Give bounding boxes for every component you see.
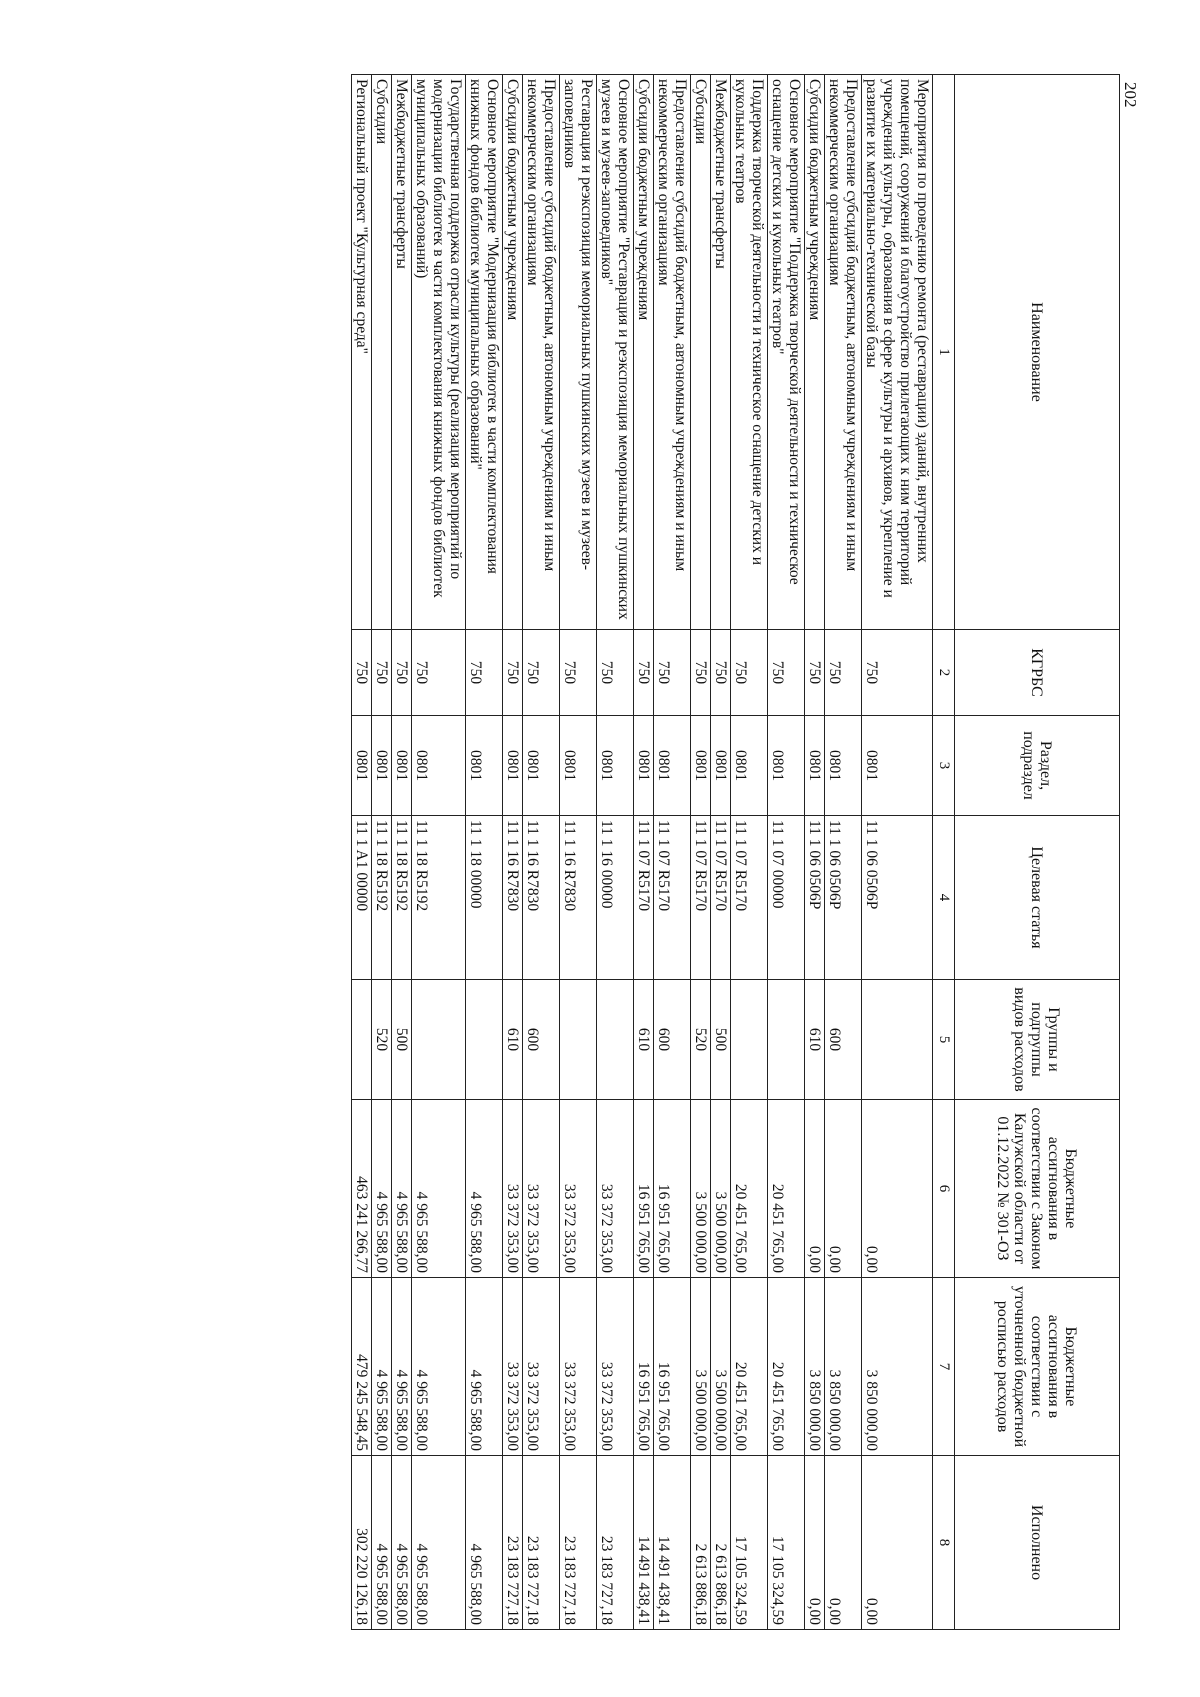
- row-group: [560, 980, 597, 1100]
- row-kgrbs: 750: [768, 630, 805, 716]
- row-target: 11 1 06 0506Р: [825, 816, 862, 980]
- table-row: [862, 75, 933, 1630]
- header-target: Целевая статья: [955, 816, 1120, 980]
- row-section: 0801: [352, 716, 372, 816]
- row-executed-amount: 0,00: [862, 1456, 933, 1630]
- row-target: 11 1 07 R5170: [654, 816, 691, 980]
- header-name: Наименование: [955, 75, 1120, 630]
- row-target: 11 1 18 00000: [466, 816, 503, 980]
- row-section: 0801: [805, 716, 825, 816]
- row-law-amount: 33 372 353,00: [597, 1100, 634, 1278]
- row-budget-amount: 33 372 353,00: [523, 1278, 560, 1456]
- row-target: 11 1 16 R7830: [503, 816, 523, 980]
- row-executed-amount: 14 491 438,41: [634, 1456, 654, 1630]
- row-law-amount: 4 965 588,00: [392, 1100, 412, 1278]
- row-group: [731, 980, 768, 1100]
- row-budget-amount: 4 965 588,00: [412, 1278, 466, 1456]
- table-row: [691, 75, 711, 1630]
- header-number: 8: [933, 1456, 955, 1630]
- row-law-amount: 33 372 353,00: [523, 1100, 560, 1278]
- table-row: [711, 75, 731, 1630]
- table-row: [634, 75, 654, 1630]
- table-row: [731, 75, 768, 1630]
- row-law-amount: 20 451 765,00: [731, 1100, 768, 1278]
- row-kgrbs: 750: [805, 630, 825, 716]
- row-name: Реставрация и реэкспозиция мемориальных пушкинских музеев и музеев-заповедников: [560, 75, 597, 630]
- row-name: Региональный проект "Культурная среда": [352, 75, 372, 630]
- row-group: 520: [691, 980, 711, 1100]
- row-budget-amount: 4 965 588,00: [392, 1278, 412, 1456]
- row-budget-amount: 20 451 765,00: [768, 1278, 805, 1456]
- row-executed-amount: 23 183 727,18: [523, 1456, 560, 1630]
- row-name: Государственная поддержка отрасли культуры (реализация мероприятий по модернизации библиотек в части комплектования книжных фондов библиотек муниципальных образований): [412, 75, 466, 630]
- row-group: [768, 980, 805, 1100]
- row-target: 11 1 07 R5170: [731, 816, 768, 980]
- header-number: 1: [933, 75, 955, 630]
- header-number: 5: [933, 980, 955, 1100]
- table-row: [560, 75, 597, 1630]
- row-executed-amount: 302 220 126,18: [352, 1456, 372, 1630]
- row-budget-amount: 33 372 353,00: [503, 1278, 523, 1456]
- row-section: 0801: [503, 716, 523, 816]
- row-budget-amount: 16 951 765,00: [654, 1278, 691, 1456]
- row-section: 0801: [691, 716, 711, 816]
- row-executed-amount: 23 183 727,18: [597, 1456, 634, 1630]
- row-law-amount: 33 372 353,00: [503, 1100, 523, 1278]
- row-group: [466, 980, 503, 1100]
- row-target: 11 1 A1 00000: [352, 816, 372, 980]
- row-law-amount: 4 965 588,00: [412, 1100, 466, 1278]
- row-law-amount: 16 951 765,00: [654, 1100, 691, 1278]
- table-row: [654, 75, 691, 1630]
- row-executed-amount: 14 491 438,41: [654, 1456, 691, 1630]
- row-law-amount: 0,00: [862, 1100, 933, 1278]
- row-section: 0801: [731, 716, 768, 816]
- row-section: 0801: [825, 716, 862, 816]
- row-kgrbs: 750: [711, 630, 731, 716]
- row-law-amount: 4 965 588,00: [466, 1100, 503, 1278]
- row-name: Поддержка творческой деятельности и техническое оснащение детских и кукольных театров: [731, 75, 768, 630]
- row-executed-amount: 17 105 324,59: [768, 1456, 805, 1630]
- row-budget-amount: 33 372 353,00: [560, 1278, 597, 1456]
- row-executed-amount: 4 965 588,00: [412, 1456, 466, 1630]
- row-budget-amount: 4 965 588,00: [372, 1278, 392, 1456]
- row-kgrbs: 750: [597, 630, 634, 716]
- row-executed-amount: 23 183 727,18: [560, 1456, 597, 1630]
- row-name: Межбюджетные трансферты: [711, 75, 731, 630]
- row-group: 610: [805, 980, 825, 1100]
- table-row: [503, 75, 523, 1630]
- row-section: 0801: [466, 716, 503, 816]
- row-budget-amount: 3 500 000,00: [691, 1278, 711, 1456]
- row-kgrbs: 750: [372, 630, 392, 716]
- row-budget-amount: 3 850 000,00: [825, 1278, 862, 1456]
- row-section: 0801: [711, 716, 731, 816]
- row-law-amount: 0,00: [825, 1100, 862, 1278]
- row-budget-amount: 20 451 765,00: [731, 1278, 768, 1456]
- row-kgrbs: 750: [560, 630, 597, 716]
- row-law-amount: 0,00: [805, 1100, 825, 1278]
- row-kgrbs: 750: [731, 630, 768, 716]
- row-name: Предоставление субсидий бюджетным, автономным учреждениям и иным некоммерческим организациям: [523, 75, 560, 630]
- row-name: Предоставление субсидий бюджетным, автономным учреждениям и иным некоммерческим организациям: [654, 75, 691, 630]
- row-kgrbs: 750: [392, 630, 412, 716]
- header-law: Бюджетные ассигнования в соответствии с Законом Калужской области от 01.12.2022 № 301-ОЗ: [955, 1100, 1120, 1278]
- table-row: [466, 75, 503, 1630]
- row-target: 11 1 07 00000: [768, 816, 805, 980]
- row-section: 0801: [768, 716, 805, 816]
- row-kgrbs: 750: [503, 630, 523, 716]
- row-group: [412, 980, 466, 1100]
- row-executed-amount: 17 105 324,59: [731, 1456, 768, 1630]
- row-law-amount: 20 451 765,00: [768, 1100, 805, 1278]
- row-kgrbs: 750: [412, 630, 466, 716]
- row-section: 0801: [634, 716, 654, 816]
- row-kgrbs: 750: [654, 630, 691, 716]
- header-kgrbs: КГРБС: [955, 630, 1120, 716]
- row-section: 0801: [560, 716, 597, 816]
- header-row: [955, 75, 1120, 1630]
- row-group: 600: [654, 980, 691, 1100]
- row-target: 11 1 07 R5170: [711, 816, 731, 980]
- row-target: 11 1 07 R5170: [691, 816, 711, 980]
- header-number: 7: [933, 1278, 955, 1456]
- row-section: 0801: [597, 716, 634, 816]
- row-section: 0801: [654, 716, 691, 816]
- row-target: 11 1 07 R5170: [634, 816, 654, 980]
- row-law-amount: 3 500 000,00: [691, 1100, 711, 1278]
- row-name: Субсидии бюджетным учреждениям: [805, 75, 825, 630]
- row-executed-amount: 0,00: [805, 1456, 825, 1630]
- row-group: 520: [372, 980, 392, 1100]
- row-budget-amount: 3 850 000,00: [805, 1278, 825, 1456]
- row-target: 11 1 16 R7830: [523, 816, 560, 980]
- table-row: [805, 75, 825, 1630]
- row-group: 610: [503, 980, 523, 1100]
- row-name: Субсидии бюджетным учреждениям: [634, 75, 654, 630]
- row-budget-amount: 3 500 000,00: [711, 1278, 731, 1456]
- row-budget-amount: 16 951 765,00: [634, 1278, 654, 1456]
- row-target: 11 1 16 R7830: [560, 816, 597, 980]
- row-name: Мероприятия по проведению ремонта (реставрации) зданий, внутренних помещений, сооружений и благоустройство прилегающих к ним территорий учреждений культуры, образования в сфере культуры и архивов, укрепление и развитие их материально-технической базы: [862, 75, 933, 630]
- row-kgrbs: 750: [862, 630, 933, 716]
- table-body: [352, 75, 933, 1630]
- table-row: [392, 75, 412, 1630]
- row-budget-amount: 4 965 588,00: [466, 1278, 503, 1456]
- header-number: 6: [933, 1100, 955, 1278]
- header-numbers-row: [933, 75, 955, 1630]
- row-group: 600: [523, 980, 560, 1100]
- row-target: 11 1 18 R5192: [372, 816, 392, 980]
- row-target: 11 1 16 00000: [597, 816, 634, 980]
- row-target: 11 1 18 R5192: [412, 816, 466, 980]
- row-group: 610: [634, 980, 654, 1100]
- row-section: 0801: [372, 716, 392, 816]
- budget-table-rotated: [110, 74, 1120, 1629]
- row-executed-amount: 23 183 727,18: [503, 1456, 523, 1630]
- row-law-amount: 4 965 588,00: [372, 1100, 392, 1278]
- row-target: 11 1 18 R5192: [392, 816, 412, 980]
- budget-table: [351, 74, 1120, 1630]
- row-kgrbs: 750: [691, 630, 711, 716]
- table-row: [597, 75, 634, 1630]
- row-section: 0801: [523, 716, 560, 816]
- row-group: [597, 980, 634, 1100]
- row-section: 0801: [412, 716, 466, 816]
- header-number: 3: [933, 716, 955, 816]
- table-row: [523, 75, 560, 1630]
- row-kgrbs: 750: [466, 630, 503, 716]
- table-row: [768, 75, 805, 1630]
- row-group: [352, 980, 372, 1100]
- header-budget: Бюджетные ассигнования в соответствии с уточненной бюджетной росписью расходов: [955, 1278, 1120, 1456]
- row-law-amount: 33 372 353,00: [560, 1100, 597, 1278]
- row-budget-amount: 3 850 000,00: [862, 1278, 933, 1456]
- table-row: [412, 75, 466, 1630]
- row-group: 500: [711, 980, 731, 1100]
- row-kgrbs: 750: [634, 630, 654, 716]
- row-executed-amount: 4 965 588,00: [372, 1456, 392, 1630]
- row-executed-amount: 0,00: [825, 1456, 862, 1630]
- row-law-amount: 463 241 266,77: [352, 1100, 372, 1278]
- row-group: 500: [392, 980, 412, 1100]
- row-name: Основное мероприятие "Поддержка творческой деятельности и техническое оснащение детских и кукольных театров": [768, 75, 805, 630]
- row-name: Субсидии бюджетным учреждениям: [503, 75, 523, 630]
- row-name: Основное мероприятие "Реставрация и реэкспозиция мемориальных пушкинских музеев и музеев-заповедников": [597, 75, 634, 630]
- header-section: Раздел, подраздел: [955, 716, 1120, 816]
- row-executed-amount: 2 613 886,18: [691, 1456, 711, 1630]
- row-kgrbs: 750: [523, 630, 560, 716]
- table-row: [352, 75, 372, 1630]
- row-target: 11 1 06 0506Р: [805, 816, 825, 980]
- row-executed-amount: 4 965 588,00: [392, 1456, 412, 1630]
- row-name: Субсидии: [372, 75, 392, 630]
- row-budget-amount: 479 245 548,45: [352, 1278, 372, 1456]
- row-section: 0801: [862, 716, 933, 816]
- row-executed-amount: 2 613 886,18: [711, 1456, 731, 1630]
- row-budget-amount: 33 372 353,00: [597, 1278, 634, 1456]
- page-number: 202: [1121, 82, 1140, 108]
- row-name: Предоставление субсидий бюджетным, автономным учреждениям и иным некоммерческим организациям: [825, 75, 862, 630]
- row-name: Субсидии: [691, 75, 711, 630]
- table-row: [825, 75, 862, 1630]
- row-group: 600: [825, 980, 862, 1100]
- row-law-amount: 3 500 000,00: [711, 1100, 731, 1278]
- row-kgrbs: 750: [352, 630, 372, 716]
- row-name: Межбюджетные трансферты: [392, 75, 412, 630]
- header-number: 2: [933, 630, 955, 716]
- row-group: [862, 980, 933, 1100]
- row-law-amount: 16 951 765,00: [634, 1100, 654, 1278]
- header-group: Группы и подгруппы видов расходов: [955, 980, 1120, 1100]
- table-row: [372, 75, 392, 1630]
- header-executed: Исполнено: [955, 1456, 1120, 1630]
- row-kgrbs: 750: [825, 630, 862, 716]
- row-section: 0801: [392, 716, 412, 816]
- header-number: 4: [933, 816, 955, 980]
- row-executed-amount: 4 965 588,00: [466, 1456, 503, 1630]
- row-name: Основное мероприятие "Модернизация библиотек в части комплектования книжных фондов библиотек муниципальных образований": [466, 75, 503, 630]
- row-target: 11 1 06 0506Р: [862, 816, 933, 980]
